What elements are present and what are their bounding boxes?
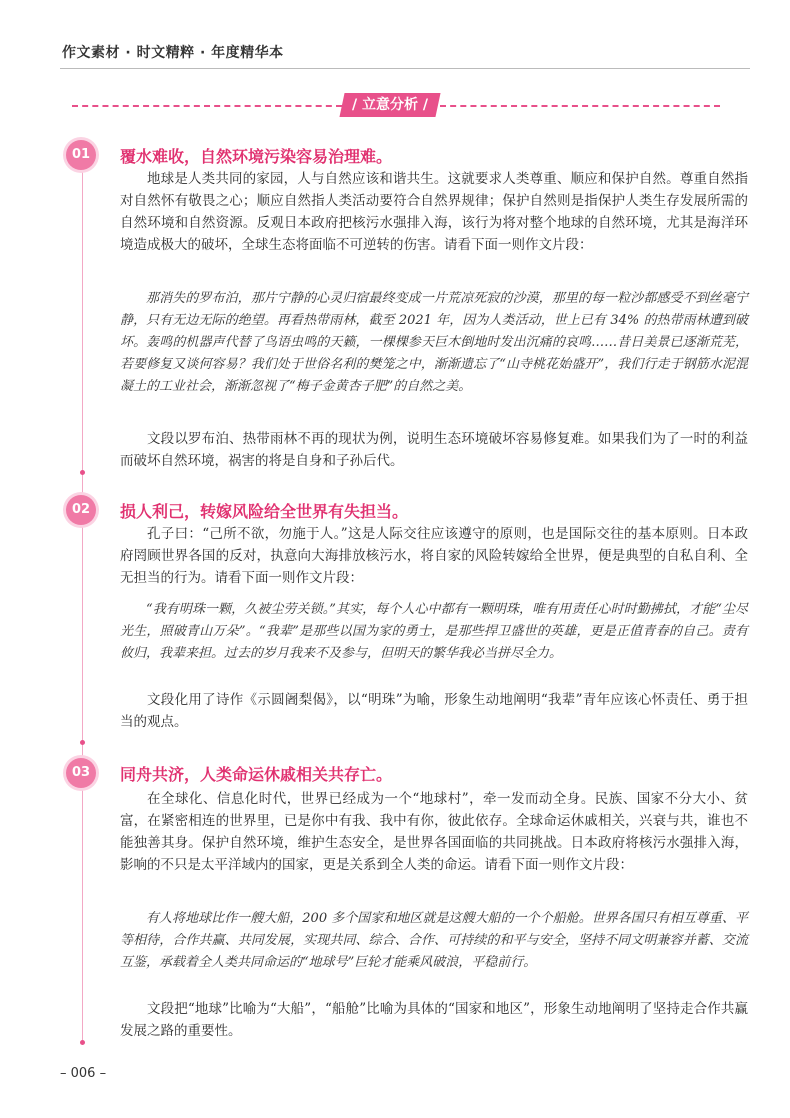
timeline-dot [80,740,85,745]
section-number-badge: 01 [66,140,96,170]
section-commentary: 文段化用了诗作《示圆阇梨偈》，以“明珠”为喻，形象生动地阐明“我辈”青年应该心怀责任、勇于担当的观点。 [120,692,748,730]
essay-excerpt: “我有明珠一颗，久被尘劳关锁。”其实，每个人心中都有一颗明珠，唯有用责任心时时勤拂拭，才能“尘尽光生，照破青山万朵”。“我辈”是那些以国为家的勇士，是那些捍卫盛世的英雄，更是正值青春的自己。责有攸归，我辈来担。过去的岁月我来不及参与，但明天的繁华我必当拼尽全力。 [120,602,748,661]
section-intro: 在全球化、信息化时代，世界已经成为一个“地球村”，牵一发而动全身。民族、国家不分大小、贫富，在紧密相连的世界里，已是你中有我、我中有你，彼此依存。全球命运休戚相关，兴衰与共，谁也不能独善其身。保护自然环境，维护生态安全，是世界各国面临的共同挑战。日本政府将核污水强排入海，影响的不只是太平洋域内的国家，更是关系到全人类的命运。请看下面一则作文片段： [120,791,748,873]
timeline-dot [80,1040,85,1045]
section-number-badge: 02 [66,495,96,525]
timeline-dot [80,470,85,475]
header-divider [60,68,750,69]
section-heading: 覆水难收，自然环境污染容易治理难。 [120,147,393,166]
page-number: – 006 – [60,1066,107,1081]
section-commentary: 文段以罗布泊、热带雨林不再的现状为例，说明生态环境破坏容易修复难。如果我们为了一时的利益而破坏自然环境，祸害的将是自身和子孙后代。 [120,431,748,469]
section-number-badge: 03 [66,758,96,788]
section-commentary: 文段把“地球”比喻为“大船”，“船舱”比喻为具体的“国家和地区”，形象生动地阐明了坚持走合作共赢发展之路的重要性。 [120,1001,748,1039]
section-heading: 同舟共济，人类命运休戚相关共存亡。 [120,765,393,784]
timeline-line [82,160,83,1040]
running-header: 作文素材 · 时文精粹 · 年度精华本 [62,45,284,61]
section-intro: 地球是人类共同的家园，人与自然应该和谐共生。这就要求人类尊重、顺应和保护自然。尊重自然指对自然怀有敬畏之心；顺应自然指人类活动要符合自然界规律；保护自然则是指保护人类生存发展所需的自然环境和自然资源。反观日本政府把核污水强排入海，该行为将对整个地球的自然环境，尤其是海洋环境造成极大的破坏，全球生态将面临不可逆转的伤害。请看下面一则作文片段： [120,171,748,253]
section-intro: 孔子曰：“己所不欲，勿施于人。”这是人际交往应该遵守的原则，也是国际交往的基本原则。日本政府罔顾世界各国的反对，执意向大海排放核污水，将自家的风险转嫁给全世界，便是典型的自私自利、全无担当的行为。请看下面一则作文片段： [120,526,748,586]
section-tag-dash-right [440,105,720,107]
section-heading: 损人利己，转嫁风险给全世界有失担当。 [120,502,409,521]
section-tag [339,93,440,117]
section-tag-dash-left [72,105,342,107]
section-tag-label: / 立意分析 / [352,97,428,113]
essay-excerpt: 有人将地球比作一艘大船，200 多个国家和地区就是这艘大船的一个个船舱。世界各国只有相互尊重、平等相待，合作共赢、共同发展，实现共同、综合、合作、可持续的和平与安全，坚持不同文明兼容并蓄、交流互鉴，承载着全人类共同命运的“地球号”巨轮才能乘风破浪，平稳前行。 [120,911,748,970]
essay-excerpt: 那消失的罗布泊，那片宁静的心灵归宿最终变成一片荒凉死寂的沙漠，那里的每一粒沙都感受不到丝毫宁静，只有无边无际的绝望。再看热带雨林，截至 2021 年，因为人类活动，世上已有 34% 的热带雨林遭到破坏。轰鸣的机器声代替了鸟语虫鸣的天籁，一棵棵参天巨木倒地时发出沉痛的哀鸣……昔日美景已逐渐荒芜，若要修复又谈何容易？我们处于世俗名利的樊笼之中，渐渐遗忘了“山寺桃花始盛开”，我们行走于钢筋水泥混凝土的工业社会，渐渐忽视了“梅子金黄杏子肥”的自然之美。 [120,291,748,394]
